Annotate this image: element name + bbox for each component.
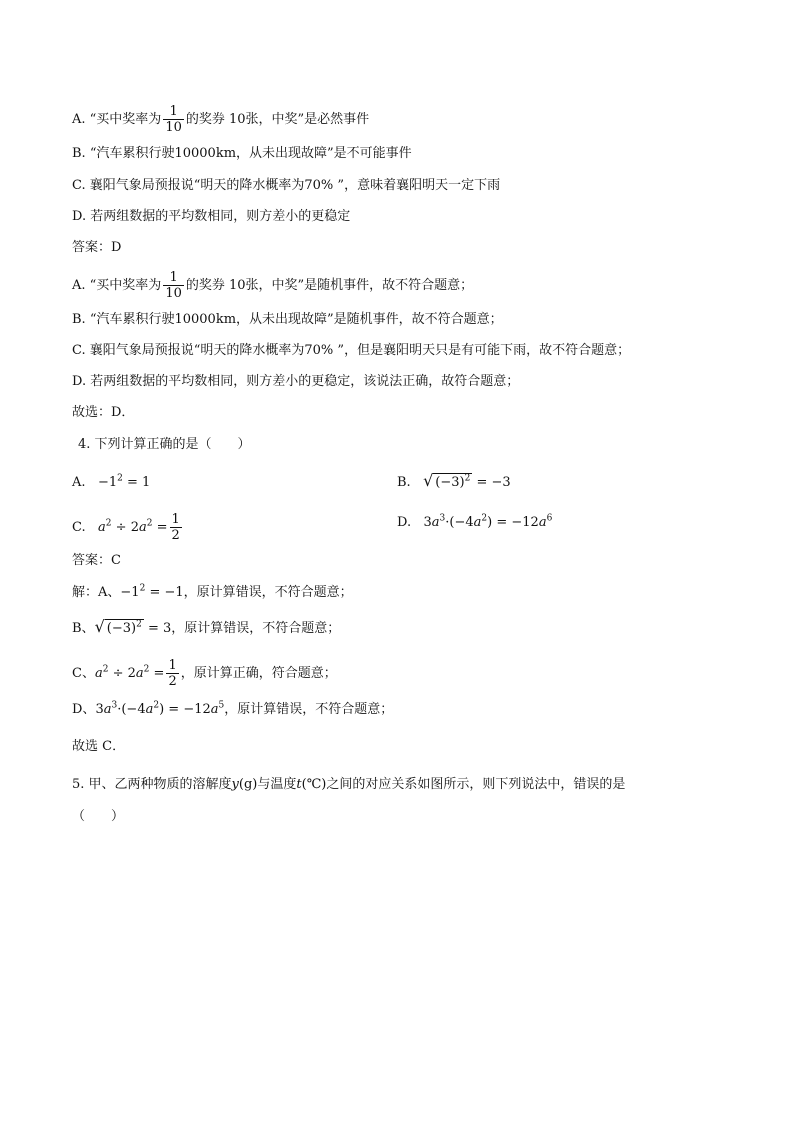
operator: ÷ 2 xyxy=(112,666,136,681)
fraction-numerator: 1 xyxy=(168,658,177,673)
expr: −1 xyxy=(97,475,118,490)
q4-answer: 答案：C xyxy=(72,553,121,568)
radicand-expr: (−3) xyxy=(106,621,137,636)
post: ，原计算错误，不符合题意； xyxy=(183,585,353,600)
q3-solution-c: C. 襄阳气象局预报说“明天的降水概率为70% ”，但是襄阳明天只是有可能下雨，故不符合题意； xyxy=(72,343,631,358)
rhs: ) = −12 xyxy=(487,515,539,530)
exponent: 2 xyxy=(105,518,112,529)
rhs: ) = −12 xyxy=(159,702,211,717)
q5-stem xyxy=(72,776,625,794)
fraction-denominator: 2 xyxy=(168,674,177,689)
unit: (℃) xyxy=(301,777,327,792)
pre: D、 xyxy=(72,702,96,717)
var: a xyxy=(473,515,482,530)
pre: 解：A、 xyxy=(72,585,121,600)
coef: 3 xyxy=(95,702,104,717)
option-label: A. xyxy=(72,475,86,490)
q3-option-a-post: 的奖券 10张，中奖”是必然事件 xyxy=(185,112,370,127)
q3-option-a xyxy=(72,104,369,135)
q3-option-c: C. 襄阳气象局预报说“明天的降水概率为70% ”，意味着襄阳明天一定下雨 xyxy=(72,178,501,193)
q4-option-c xyxy=(72,512,184,543)
fraction-denominator: 2 xyxy=(171,528,180,543)
fraction xyxy=(170,512,182,543)
q4-option-b xyxy=(397,472,511,492)
var: a xyxy=(98,520,106,535)
expr: −1 xyxy=(120,585,140,600)
exponent: 3 xyxy=(439,513,446,524)
exponent: 2 xyxy=(117,473,123,484)
stem-post: 之间的对应关系如图所示，则下列说法中，错误的是 xyxy=(326,777,626,792)
q3-option-d: D. 若两组数据的平均数相同，则方差小的更稳定 xyxy=(72,209,351,224)
unit: (g) xyxy=(238,777,258,792)
operator: ·(−4 xyxy=(445,515,474,530)
var: a xyxy=(135,666,144,681)
rhs: = 3 xyxy=(147,621,172,636)
fraction-numerator: 1 xyxy=(169,104,178,119)
var: a xyxy=(431,515,440,530)
q3-solution-a-post: 的奖券 10张，中奖”是随机事件，故不符合题意； xyxy=(185,278,474,293)
q3-answer: 答案：D xyxy=(72,240,122,255)
q4-choose: 故选 C． xyxy=(72,739,126,754)
pre: B、 xyxy=(72,621,95,636)
fraction-denominator: 10 xyxy=(165,286,182,301)
exponent: 2 xyxy=(136,619,142,630)
var: t xyxy=(296,777,302,792)
option-label: D. xyxy=(397,515,412,530)
q4-option-a xyxy=(72,474,150,492)
exponent: 3 xyxy=(111,700,118,711)
sqrt-icon: √ xyxy=(94,617,105,636)
exponent: 5 xyxy=(218,700,225,711)
option-label: B. xyxy=(397,475,411,490)
q3-option-b: B. “汽车累积行驶10000km，从未出现故障”是不可能事件 xyxy=(72,146,412,161)
exponent: 6 xyxy=(546,513,553,524)
exponent: 2 xyxy=(153,700,160,711)
sqrt-icon: √ xyxy=(423,471,434,490)
q4-stem: 4. 下列计算正确的是（ ） xyxy=(78,437,251,452)
q3-option-a-pre: A. “买中奖率为 xyxy=(72,112,162,127)
post: ，原计算错误，不符合题意； xyxy=(171,621,341,636)
exponent: 2 xyxy=(481,513,488,524)
q3-solution-d: D. 若两组数据的平均数相同，则方差小的更稳定，该说法正确，故符合题意； xyxy=(72,374,520,389)
exponent: 2 xyxy=(464,473,471,484)
var: a xyxy=(210,702,219,717)
var: a xyxy=(145,702,154,717)
var: a xyxy=(138,520,147,535)
q3-solution-a xyxy=(72,270,473,301)
radicand xyxy=(433,473,472,490)
q3-choose: 故选：D． xyxy=(72,405,135,420)
fraction-denominator: 10 xyxy=(165,120,182,135)
operator: ÷ 2 xyxy=(115,520,139,535)
equals: = xyxy=(156,520,168,535)
stem-mid: 与温度 xyxy=(257,777,297,792)
exponent: 2 xyxy=(146,518,153,529)
q4-option-d xyxy=(397,514,552,532)
q4-solution-b xyxy=(72,618,340,638)
radicand-expr: (−3) xyxy=(435,475,465,490)
post: ，原计算错误，不符合题意； xyxy=(224,702,394,717)
var: y xyxy=(231,777,239,792)
q4-solution-c xyxy=(72,658,337,689)
coef: 3 xyxy=(423,515,432,530)
q4-solution-a xyxy=(72,584,353,602)
equals: = xyxy=(153,666,165,681)
fraction-numerator: 1 xyxy=(171,512,180,527)
operator: ·(−4 xyxy=(117,702,146,717)
q4-solution-d xyxy=(72,701,393,719)
post: ，原计算正确，符合题意； xyxy=(180,666,337,681)
q5-blank: （ ） xyxy=(72,809,125,824)
pre: C、 xyxy=(72,666,95,681)
rhs: = −1 xyxy=(149,585,184,600)
var: a xyxy=(103,702,112,717)
option-label: C. xyxy=(72,520,86,535)
q3-solution-a-pre: A. “买中奖率为 xyxy=(72,278,162,293)
var: a xyxy=(94,666,103,681)
fraction xyxy=(166,658,178,689)
var: a xyxy=(538,515,547,530)
q3-solution-b: B. “汽车累积行驶10000km，从未出现故障”是随机事件，故不符合题意； xyxy=(72,312,503,327)
exponent: 2 xyxy=(143,664,150,675)
q3-option-a-fraction xyxy=(163,104,184,135)
exponent: 2 xyxy=(102,664,109,675)
q3-solution-a-fraction xyxy=(163,270,184,301)
fraction-numerator: 1 xyxy=(169,270,178,285)
exponent: 2 xyxy=(139,583,146,594)
rhs: = −3 xyxy=(476,475,511,490)
radicand xyxy=(105,619,144,636)
rhs: = 1 xyxy=(126,475,151,490)
stem-pre: 5. 甲、乙两种物质的溶解度 xyxy=(72,777,232,792)
